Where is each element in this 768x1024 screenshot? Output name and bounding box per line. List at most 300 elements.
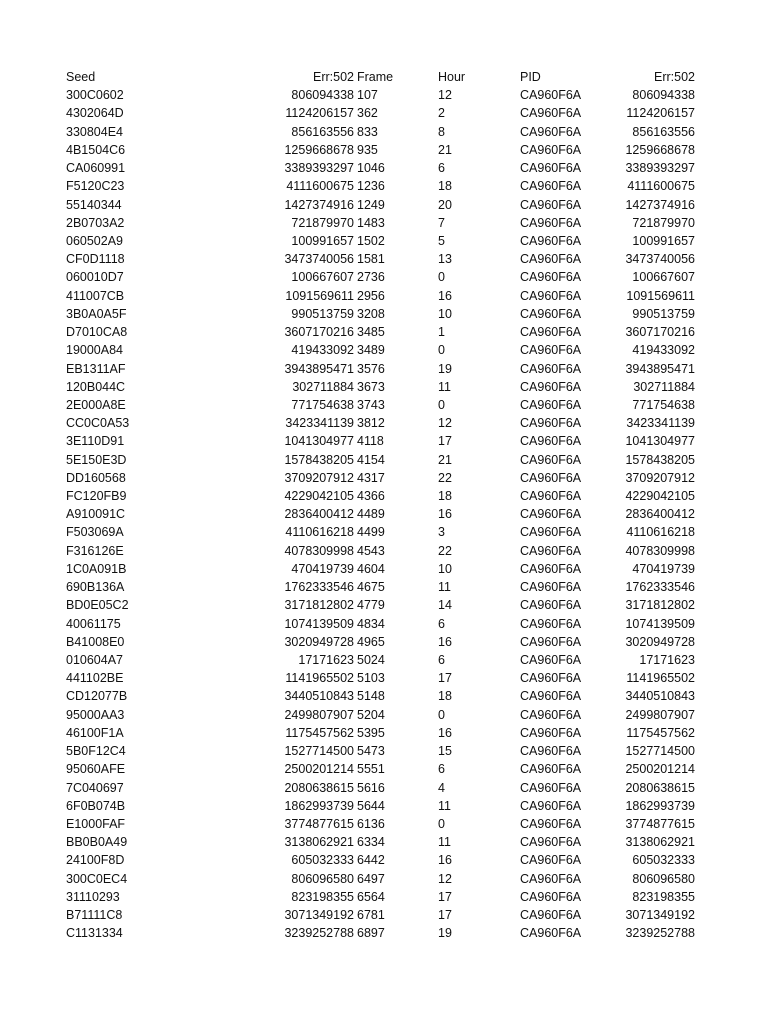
- cell-err2[interactable]: 1041304977: [625, 434, 695, 449]
- cell-pid[interactable]: CA960F6A: [520, 634, 582, 649]
- table-row: [0, 159, 768, 177]
- cell-frame[interactable]: 6564: [357, 889, 385, 904]
- cell-pid[interactable]: CA960F6A: [520, 908, 582, 923]
- cell-err[interactable]: 1427374916: [284, 197, 354, 212]
- cell-err2[interactable]: 3473740056: [625, 252, 695, 267]
- cell-err2[interactable]: 470419739: [632, 561, 695, 576]
- cell-err2[interactable]: 806094338: [632, 88, 695, 103]
- cell-seed[interactable]: 690B136A: [66, 580, 125, 595]
- cell-frame[interactable]: 3485: [357, 325, 385, 340]
- cell-pid[interactable]: CA960F6A: [520, 543, 582, 558]
- cell-err2[interactable]: 17171623: [639, 653, 695, 667]
- cell-hour[interactable]: 12: [438, 88, 452, 103]
- cell-err[interactable]: 1578438205: [284, 452, 354, 467]
- cell-pid[interactable]: CA960F6A: [520, 161, 582, 176]
- cell-err2[interactable]: 1527714500: [625, 744, 695, 759]
- cell-seed[interactable]: DD160568: [66, 470, 126, 485]
- cell-seed[interactable]: 330804E4: [66, 124, 124, 139]
- cell-seed[interactable]: CC0C0A53: [66, 416, 130, 431]
- cell-seed[interactable]: 46100F1A: [66, 725, 124, 740]
- cell-hour[interactable]: 16: [438, 725, 452, 740]
- cell-hour[interactable]: 16: [438, 507, 452, 522]
- cell-hour[interactable]: 2: [438, 106, 445, 121]
- cell-hour[interactable]: 16: [438, 634, 452, 649]
- cell-frame[interactable]: 1483: [357, 215, 385, 230]
- cell-err2[interactable]: 4111600675: [627, 179, 695, 194]
- cell-err2[interactable]: 100667607: [632, 270, 695, 285]
- cell-err[interactable]: 3943895471: [284, 361, 354, 376]
- cell-pid[interactable]: CA960F6A: [520, 452, 582, 467]
- cell-hour[interactable]: 8: [438, 124, 445, 139]
- cell-hour[interactable]: 11: [438, 835, 451, 850]
- cell-pid[interactable]: CA960F6A: [520, 580, 582, 595]
- cell-seed[interactable]: 24100F8D: [66, 853, 125, 868]
- header-hour[interactable]: Hour: [438, 70, 466, 84]
- cell-frame[interactable]: 3489: [357, 343, 385, 358]
- cell-seed[interactable]: B41008E0: [66, 634, 125, 649]
- cell-frame[interactable]: 6334: [357, 835, 385, 850]
- cell-err[interactable]: 3389393297: [284, 161, 354, 176]
- cell-hour[interactable]: 10: [438, 306, 452, 321]
- cell-frame[interactable]: 5204: [357, 707, 385, 722]
- cell-seed[interactable]: 95000AA3: [66, 707, 125, 722]
- cell-frame[interactable]: 1249: [357, 197, 385, 212]
- cell-err[interactable]: 1175457562: [285, 725, 354, 740]
- cell-err[interactable]: 1091569611: [285, 288, 354, 303]
- cell-err2[interactable]: 1259668678: [625, 142, 695, 157]
- cell-frame[interactable]: 4965: [357, 634, 385, 649]
- cell-hour[interactable]: 11: [438, 798, 451, 813]
- cell-err2[interactable]: 2499807907: [625, 707, 695, 722]
- cell-err2[interactable]: 3239252788: [625, 926, 695, 941]
- table-row: [0, 141, 768, 159]
- cell-pid[interactable]: CA960F6A: [520, 489, 582, 504]
- cell-frame[interactable]: 6497: [357, 871, 385, 886]
- cell-err2[interactable]: 721879970: [632, 215, 695, 230]
- cell-hour[interactable]: 11: [438, 379, 451, 394]
- cell-err2[interactable]: 419433092: [632, 343, 695, 358]
- cell-pid[interactable]: CA960F6A: [520, 343, 582, 358]
- table-row: [0, 742, 768, 760]
- cell-seed[interactable]: CA060991: [66, 161, 126, 176]
- cell-pid[interactable]: CA960F6A: [520, 361, 582, 376]
- cell-frame[interactable]: 4366: [357, 489, 385, 504]
- cell-hour[interactable]: 12: [438, 416, 452, 431]
- table-row: [0, 432, 768, 450]
- cell-hour[interactable]: 5: [438, 233, 445, 248]
- cell-err2[interactable]: 3171812802: [625, 598, 695, 613]
- cell-err2[interactable]: 100991657: [632, 233, 695, 248]
- cell-frame[interactable]: 5148: [357, 689, 385, 704]
- header-err[interactable]: Err:502: [313, 70, 354, 84]
- cell-pid[interactable]: CA960F6A: [520, 653, 582, 667]
- cell-err[interactable]: 3774877615: [284, 816, 354, 831]
- cell-err[interactable]: 771754638: [291, 397, 354, 412]
- cell-err2[interactable]: 1091569611: [626, 288, 695, 303]
- cell-err2[interactable]: 302711884: [633, 379, 695, 394]
- cell-frame[interactable]: 833: [357, 124, 378, 139]
- cell-frame[interactable]: 4543: [357, 543, 385, 558]
- cell-seed[interactable]: 4302064D: [66, 106, 124, 121]
- cell-hour[interactable]: 1: [438, 325, 445, 340]
- cell-hour[interactable]: 14: [438, 598, 452, 613]
- cell-pid[interactable]: CA960F6A: [520, 926, 582, 941]
- cell-seed[interactable]: 5E150E3D: [66, 452, 127, 467]
- cell-frame[interactable]: 1046: [357, 161, 385, 176]
- cell-hour[interactable]: 10: [438, 561, 452, 576]
- cell-err[interactable]: 3239252788: [284, 926, 354, 941]
- cell-err[interactable]: 419433092: [291, 343, 354, 358]
- cell-hour[interactable]: 22: [438, 543, 452, 558]
- cell-err2[interactable]: 806096580: [632, 871, 695, 886]
- cell-err2[interactable]: 823198355: [632, 889, 695, 904]
- cell-hour[interactable]: 22: [438, 470, 452, 485]
- cell-seed[interactable]: 2B0703A2: [66, 215, 125, 230]
- cell-frame[interactable]: 1581: [357, 252, 385, 267]
- cell-err2[interactable]: 1862993739: [625, 798, 695, 813]
- cell-frame[interactable]: 6897: [357, 926, 385, 941]
- cell-err[interactable]: 4111600675: [286, 179, 354, 194]
- cell-pid[interactable]: CA960F6A: [520, 871, 582, 886]
- cell-pid[interactable]: CA960F6A: [520, 816, 582, 831]
- cell-seed[interactable]: 300C0EC4: [66, 871, 128, 886]
- cell-hour[interactable]: 13: [438, 252, 452, 267]
- cell-frame[interactable]: 3576: [357, 361, 385, 376]
- cell-err2[interactable]: 1578438205: [625, 452, 695, 467]
- cell-err[interactable]: 3138062921: [284, 835, 354, 850]
- cell-pid[interactable]: CA960F6A: [520, 197, 582, 212]
- cell-hour[interactable]: 6: [438, 653, 445, 667]
- cell-seed[interactable]: 7C040697: [66, 780, 124, 795]
- cell-frame[interactable]: 5473: [357, 744, 385, 759]
- cell-pid[interactable]: CA960F6A: [520, 215, 582, 230]
- cell-err2[interactable]: 2836400412: [625, 507, 695, 522]
- cell-pid[interactable]: CA960F6A: [520, 252, 582, 267]
- cell-hour[interactable]: 6: [438, 616, 445, 631]
- cell-frame[interactable]: 4489: [357, 507, 385, 522]
- header-pid[interactable]: PID: [520, 70, 541, 84]
- cell-err[interactable]: 605032333: [291, 853, 354, 868]
- cell-err[interactable]: 856163556: [291, 124, 354, 139]
- table-row: [0, 287, 768, 305]
- cell-err[interactable]: 1259668678: [284, 142, 354, 157]
- cell-frame[interactable]: 4154: [357, 452, 385, 467]
- cell-frame[interactable]: 5024: [357, 653, 385, 667]
- cell-seed[interactable]: A910091C: [66, 507, 126, 522]
- cell-err[interactable]: 823198355: [291, 889, 354, 904]
- cell-pid[interactable]: CA960F6A: [520, 233, 582, 248]
- cell-err[interactable]: 4110616218: [285, 525, 354, 540]
- cell-pid[interactable]: CA960F6A: [520, 379, 582, 394]
- cell-seed[interactable]: F503069A: [66, 525, 124, 540]
- cell-seed[interactable]: 55140344: [66, 197, 122, 212]
- cell-pid[interactable]: CA960F6A: [520, 270, 582, 285]
- cell-hour[interactable]: 6: [438, 161, 445, 176]
- cell-pid[interactable]: CA960F6A: [520, 671, 582, 686]
- cell-hour[interactable]: 21: [438, 452, 452, 467]
- table-row: [0, 323, 768, 341]
- cell-err[interactable]: 806094338: [291, 88, 354, 103]
- cell-err[interactable]: 3071349192: [284, 908, 354, 923]
- cell-frame[interactable]: 5103: [357, 671, 385, 686]
- cell-frame[interactable]: 4317: [357, 470, 385, 485]
- cell-seed[interactable]: 300C0602: [66, 88, 124, 103]
- cell-frame[interactable]: 4118: [357, 434, 384, 449]
- cell-seed[interactable]: D7010CA8: [66, 325, 128, 340]
- cell-pid[interactable]: CA960F6A: [520, 470, 582, 485]
- cell-hour[interactable]: 17: [438, 671, 452, 686]
- cell-hour[interactable]: 18: [438, 689, 452, 704]
- cell-pid[interactable]: CA960F6A: [520, 306, 582, 321]
- cell-seed[interactable]: C1131334: [66, 926, 123, 941]
- cell-frame[interactable]: 6136: [357, 816, 385, 831]
- cell-seed[interactable]: 3B0A0A5F: [66, 306, 127, 321]
- table-row: [0, 779, 768, 797]
- cell-seed[interactable]: 6F0B074B: [66, 798, 126, 813]
- cell-hour[interactable]: 18: [438, 489, 452, 504]
- cell-seed[interactable]: 3E110D91: [66, 434, 125, 449]
- cell-frame[interactable]: 6781: [357, 908, 385, 923]
- cell-err[interactable]: 2499807907: [284, 707, 354, 722]
- cell-err[interactable]: 2836400412: [284, 507, 354, 522]
- cell-err2[interactable]: 3020949728: [625, 634, 695, 649]
- cell-err[interactable]: 1141965502: [285, 671, 354, 686]
- cell-err[interactable]: 3171812802: [284, 598, 354, 613]
- cell-pid[interactable]: CA960F6A: [520, 142, 582, 157]
- cell-seed[interactable]: 40061175: [66, 616, 121, 631]
- cell-pid[interactable]: CA960F6A: [520, 434, 582, 449]
- cell-seed[interactable]: FC120FB9: [66, 489, 127, 504]
- cell-pid[interactable]: CA960F6A: [520, 835, 582, 850]
- cell-err[interactable]: 302711884: [292, 379, 354, 394]
- cell-seed[interactable]: 19000A84: [66, 343, 124, 358]
- cell-err[interactable]: 1041304977: [284, 434, 354, 449]
- cell-err2[interactable]: 3423341139: [626, 416, 695, 431]
- cell-err[interactable]: 3423341139: [285, 416, 354, 431]
- cell-err2[interactable]: 1427374916: [625, 197, 695, 212]
- cell-pid[interactable]: CA960F6A: [520, 853, 582, 868]
- cell-err2[interactable]: 3709207912: [625, 470, 695, 485]
- cell-frame[interactable]: 3743: [357, 397, 385, 412]
- cell-frame[interactable]: 4604: [357, 561, 385, 576]
- cell-seed[interactable]: 411007CB: [66, 288, 125, 303]
- cell-hour[interactable]: 19: [438, 361, 452, 376]
- cell-seed[interactable]: F316126E: [66, 543, 124, 558]
- cell-err2[interactable]: 4229042105: [625, 489, 695, 504]
- cell-err2[interactable]: 990513759: [632, 306, 695, 321]
- cell-err2[interactable]: 1141965502: [626, 671, 695, 686]
- cell-err2[interactable]: 3607170216: [625, 325, 695, 340]
- cell-frame[interactable]: 2956: [357, 288, 385, 303]
- table-row: [0, 232, 768, 250]
- cell-err2[interactable]: 3440510843: [625, 689, 695, 704]
- cell-pid[interactable]: CA960F6A: [520, 397, 582, 412]
- cell-frame[interactable]: 5644: [357, 798, 385, 813]
- cell-hour[interactable]: 7: [438, 215, 445, 230]
- cell-pid[interactable]: CA960F6A: [520, 707, 582, 722]
- cell-hour[interactable]: 0: [438, 816, 445, 831]
- cell-hour[interactable]: 17: [438, 889, 452, 904]
- cell-pid[interactable]: CA960F6A: [520, 798, 582, 813]
- cell-hour[interactable]: 3: [438, 525, 445, 540]
- cell-seed[interactable]: CD12077B: [66, 689, 128, 704]
- cell-err[interactable]: 806096580: [291, 871, 354, 886]
- cell-hour[interactable]: 12: [438, 871, 452, 886]
- cell-err2[interactable]: 605032333: [632, 853, 695, 868]
- cell-pid[interactable]: CA960F6A: [520, 744, 582, 759]
- cell-seed[interactable]: 5B0F12C4: [66, 744, 126, 759]
- cell-hour[interactable]: 21: [438, 142, 452, 157]
- cell-err2[interactable]: 3774877615: [625, 816, 695, 831]
- cell-hour[interactable]: 0: [438, 343, 445, 358]
- cell-err2[interactable]: 856163556: [632, 124, 695, 139]
- cell-pid[interactable]: CA960F6A: [520, 525, 582, 540]
- cell-err[interactable]: 1862993739: [284, 798, 354, 813]
- cell-seed[interactable]: B71111C8: [66, 908, 123, 923]
- cell-frame[interactable]: 3812: [357, 416, 385, 431]
- cell-err2[interactable]: 771754638: [632, 397, 695, 412]
- cell-hour[interactable]: 16: [438, 288, 452, 303]
- cell-err[interactable]: 1527714500: [284, 744, 354, 759]
- table-row: [0, 797, 768, 815]
- cell-hour[interactable]: 17: [438, 908, 452, 923]
- cell-pid[interactable]: CA960F6A: [520, 889, 582, 904]
- cell-seed[interactable]: BD0E05C2: [66, 598, 129, 613]
- header-seed[interactable]: Seed: [66, 70, 96, 84]
- cell-frame[interactable]: 4499: [357, 525, 385, 540]
- cell-frame[interactable]: 1236: [357, 179, 385, 194]
- cell-err[interactable]: 100991657: [291, 233, 354, 248]
- cell-seed[interactable]: BB0B0A49: [66, 835, 128, 850]
- cell-err[interactable]: 470419739: [291, 561, 354, 576]
- cell-hour[interactable]: 18: [438, 179, 452, 194]
- cell-pid[interactable]: CA960F6A: [520, 325, 582, 340]
- cell-err[interactable]: 3473740056: [284, 252, 354, 267]
- cell-pid[interactable]: CA960F6A: [520, 179, 582, 194]
- cell-err2[interactable]: 1175457562: [626, 725, 695, 740]
- cell-hour[interactable]: 20: [438, 197, 452, 212]
- cell-seed[interactable]: 1C0A091B: [66, 561, 127, 576]
- cell-frame[interactable]: 5616: [357, 780, 385, 795]
- table-row: [0, 669, 768, 687]
- cell-hour[interactable]: 19: [438, 926, 452, 941]
- cell-pid[interactable]: CA960F6A: [520, 598, 582, 613]
- cell-pid[interactable]: CA960F6A: [520, 725, 582, 740]
- cell-pid[interactable]: CA960F6A: [520, 616, 582, 631]
- cell-err[interactable]: 3709207912: [284, 470, 354, 485]
- table-row: [0, 615, 768, 633]
- cell-err2[interactable]: 3943895471: [625, 361, 695, 376]
- cell-hour[interactable]: 16: [438, 853, 452, 868]
- cell-frame[interactable]: 6442: [357, 853, 385, 868]
- cell-seed[interactable]: E1000FAF: [66, 816, 126, 831]
- cell-pid[interactable]: CA960F6A: [520, 288, 582, 303]
- cell-seed[interactable]: 010604A7: [66, 653, 124, 667]
- cell-frame[interactable]: 2736: [357, 270, 385, 285]
- cell-frame[interactable]: 3673: [357, 379, 385, 394]
- cell-frame[interactable]: 4779: [357, 598, 385, 613]
- cell-seed[interactable]: 4B1504C6: [66, 142, 126, 157]
- table-row: [0, 706, 768, 724]
- cell-hour[interactable]: 6: [438, 762, 445, 777]
- cell-err2[interactable]: 4078309998: [625, 543, 695, 558]
- cell-pid[interactable]: CA960F6A: [520, 780, 582, 795]
- cell-seed[interactable]: 2E000A8E: [66, 397, 126, 412]
- cell-err2[interactable]: 1074139509: [625, 616, 695, 631]
- cell-seed[interactable]: 31110293: [66, 889, 120, 904]
- cell-seed[interactable]: 441102BE: [66, 671, 124, 686]
- cell-hour[interactable]: 15: [438, 744, 452, 759]
- cell-err2[interactable]: 4110616218: [626, 525, 695, 540]
- cell-hour[interactable]: 0: [438, 270, 445, 285]
- cell-hour[interactable]: 11: [438, 580, 451, 595]
- cell-err[interactable]: 3440510843: [284, 689, 354, 704]
- header-err2[interactable]: Err:502: [654, 70, 695, 84]
- cell-err[interactable]: 100667607: [291, 270, 354, 285]
- cell-err[interactable]: 4229042105: [284, 489, 354, 504]
- cell-err2[interactable]: 1762333546: [625, 580, 695, 595]
- cell-frame[interactable]: 1502: [357, 233, 385, 248]
- cell-seed[interactable]: 060502A9: [66, 233, 124, 248]
- cell-hour[interactable]: 17: [438, 434, 452, 449]
- cell-err[interactable]: 4078309998: [284, 543, 354, 558]
- cell-err[interactable]: 3607170216: [284, 325, 354, 340]
- cell-err2[interactable]: 3071349192: [625, 908, 695, 923]
- cell-pid[interactable]: CA960F6A: [520, 88, 582, 103]
- cell-seed[interactable]: 95060AFE: [66, 762, 126, 777]
- cell-seed[interactable]: 060010D7: [66, 270, 124, 285]
- cell-err[interactable]: 17171623: [298, 653, 354, 667]
- cell-err2[interactable]: 2080638615: [625, 780, 695, 795]
- cell-seed[interactable]: 120B044C: [66, 379, 126, 394]
- cell-pid[interactable]: CA960F6A: [520, 106, 582, 121]
- cell-err2[interactable]: 1124206157: [626, 106, 695, 121]
- cell-frame[interactable]: 3208: [357, 306, 385, 321]
- cell-seed[interactable]: F5120C23: [66, 179, 125, 194]
- cell-seed[interactable]: CF0D1118: [66, 252, 125, 267]
- cell-seed[interactable]: EB1311AF: [66, 361, 126, 376]
- cell-pid[interactable]: CA960F6A: [520, 762, 582, 777]
- cell-pid[interactable]: CA960F6A: [520, 561, 582, 576]
- cell-err[interactable]: 2080638615: [284, 780, 354, 795]
- cell-frame[interactable]: 4834: [357, 616, 385, 631]
- cell-err[interactable]: 3020949728: [284, 634, 354, 649]
- cell-pid[interactable]: CA960F6A: [520, 124, 582, 139]
- cell-err[interactable]: 990513759: [291, 306, 354, 321]
- cell-pid[interactable]: CA960F6A: [520, 689, 582, 704]
- cell-frame[interactable]: 107: [357, 88, 378, 103]
- cell-err[interactable]: 1124206157: [285, 106, 354, 121]
- cell-err[interactable]: 2500201214: [284, 762, 354, 777]
- cell-pid[interactable]: CA960F6A: [520, 507, 582, 522]
- cell-hour[interactable]: 0: [438, 707, 445, 722]
- cell-err[interactable]: 1762333546: [284, 580, 354, 595]
- cell-err2[interactable]: 2500201214: [625, 762, 695, 777]
- cell-err[interactable]: 721879970: [291, 215, 354, 230]
- cell-frame[interactable]: 935: [357, 142, 378, 157]
- cell-frame[interactable]: 5551: [357, 762, 385, 777]
- cell-frame[interactable]: 362: [357, 106, 378, 121]
- header-frame[interactable]: Frame: [357, 70, 394, 84]
- cell-err[interactable]: 1074139509: [284, 616, 354, 631]
- cell-pid[interactable]: CA960F6A: [520, 416, 582, 431]
- cell-err2[interactable]: 3389393297: [625, 161, 695, 176]
- cell-hour[interactable]: 0: [438, 397, 445, 412]
- cell-frame[interactable]: 4675: [357, 580, 385, 595]
- cell-err2[interactable]: 3138062921: [625, 835, 695, 850]
- cell-hour[interactable]: 4: [438, 780, 445, 795]
- cell-frame[interactable]: 5395: [357, 725, 385, 740]
